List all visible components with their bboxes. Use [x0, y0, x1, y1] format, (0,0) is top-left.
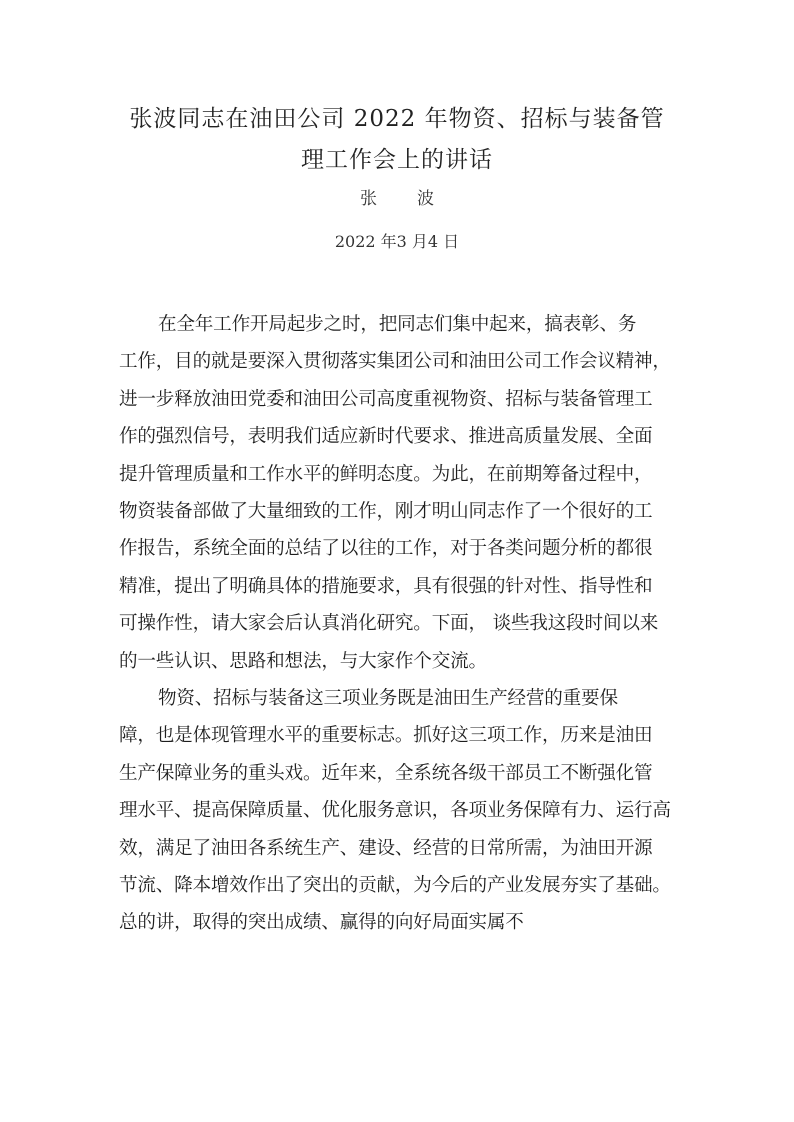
paragraph-line: 总的讲，取得的突出成绩、赢得的向好局面实属不: [119, 912, 524, 934]
paragraph-line: 进一步释放油田党委和油田公司高度重视物资、招标与装备管理工: [119, 388, 653, 410]
paragraph-line: 作报告，系统全面的总结了以往的工作，对于各类问题分析的都很: [119, 538, 653, 560]
author-name: [0, 186, 794, 212]
paragraph-line: 工作，目的就是要深入贯彻落实集团公司和油田公司工作会议精神，: [119, 351, 671, 373]
author-family-name: 波: [417, 189, 434, 209]
paragraph-line: 在全年工作开局起步之时，把同志们集中起来，搞表彰、务: [158, 314, 637, 335]
document-title-line-1: 张波同志在油田公司 2022 年物资、招标与装备管: [129, 106, 665, 132]
paragraph-line: 精准，提出了明确具体的措施要求，具有很强的针对性、指导性和: [119, 575, 653, 597]
paragraph-line: 节流、降本增效作出了突出的贡献，为今后的产业发展夯实了基础。: [119, 874, 671, 896]
paragraph-line: 物资装备部做了大量细致的工作，刚才明山同志作了一个很好的工: [119, 500, 653, 522]
paragraph-line: 理水平、提高保障质量、优化服务意识，各项业务保障有力、运行高: [119, 800, 671, 822]
paragraph-line: 物资、招标与装备这三项业务既是油田生产经营的重要保: [158, 688, 618, 709]
paragraph-line: 的一些认识、思路和想法，与大家作个交流。: [119, 650, 487, 672]
paragraph-1: [119, 306, 681, 680]
paragraph-line: 生产保障业务的重头戏。近年来，全系统各级干部员工不断强化管: [119, 762, 653, 784]
paragraph-2: [119, 680, 681, 942]
speech-date: 2022 年3 月4 日: [334, 232, 460, 251]
paragraph-line: 可操作性，请大家会后认真消化研究。下面， 谈些我这段时间以来: [119, 613, 659, 635]
paragraph-line: 效，满足了油田各系统生产、建设、经营的日常所需，为油田开源: [119, 837, 653, 859]
paragraph-line: 作的强烈信号，表明我们适应新时代要求、推进高质量发展、全面: [119, 426, 653, 448]
paragraph-line: 障，也是体现管理水平的重要标志。抓好这三项工作，历来是油田: [119, 725, 653, 747]
paragraph-line: 提升管理质量和工作水平的鲜明态度。为此，在前期筹备过程中，: [119, 463, 653, 485]
author-given-name: 张: [360, 189, 377, 209]
document-title-line-2: 理工作会上的讲话: [301, 147, 493, 173]
